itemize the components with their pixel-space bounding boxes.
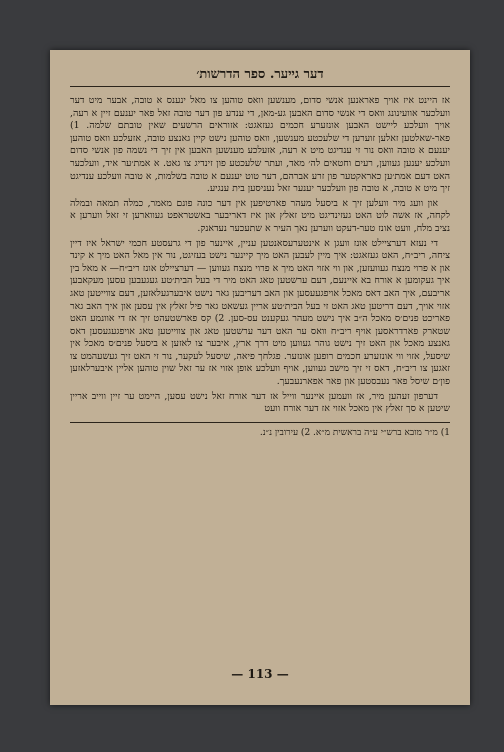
paragraph-2: און וועג מיר וועלען זיך א ביסעל מעהר פארטיפען אין דער כונה פונם מאמר, כמלה תמאה ובמלה לקחה, אז אשה לוט האט געזינדיגט מיט זאלץ און איז דאריבער באשטראפט געווארען זי זאל ווערען א נציב מלח, וועט אונז טער-דעקט ווערען נאך העיר א שתעכער נעדאנק. (70, 197, 450, 234)
page-number: — 113 — (231, 667, 289, 681)
paragraph-1: אז היינט איז אויך פאראנען אנשי סדום, מענשען וואס טוהען צו מאל ינענס א טובה, אבער מיט דער וועלכער אוועינונג וואס די אנשי סדום האבען גע-מאן, די ענדע פון דער טובה זאל פאר יענעם זיין א רעה, אויך וועלכע ליישט האבען אונזערע חכמים געזאגט: אזוראים הרשעים שאין טובתם שלמה. 1) פאר-שאלטען זאלען זוערען די שלעכטע מענשען, וואס טוהען נישט קיין גאנצע טובה, אזעלכע וואס טוהען יענעם א טובה וואס נור זי ענדיגט מיט א רעה, אזעלכע מענשען האבען אין זיך די נשמה פון אנשי סדום וועלכע יענען געווען, רעים וחטאים לה׳ מאד, ועתר שלעכטע פון זינדיג צו גאט. א אמת׳ער איד, וועלכער האט דעם אמת׳ען כאראקטער פון זרע אברהם, דער טוט יענעם א טובה בשלמות, א טובה וועלכע ענדיגט זיך מיט א טובה, א טובה פון וועלכער יענער זאל נעניסען בית ענגיע. (70, 95, 450, 195)
footnotes: 1) מ״ר מובא ברש״י ע״ה בראשית מ״א. 2) עירובין נ״נ. (259, 427, 450, 438)
book-page (50, 50, 470, 705)
running-header: דער גײער. ספר הדרשות׳ (70, 66, 450, 87)
paragraph-4: דערפון זעהען מיר, אז וועמען איינער ווייל אז דער אורח זאל נישט עסען, היימט ער זיין ווייב אריין שיטען א סך זאלץ אין מאכל אזוי אז דער אורח וועט (70, 390, 450, 415)
paragraph-3: די נעזא דערציילט אונז וועגן א אינטערעסאנטען עניין, איינער פון די גרעסטע חכמי ישראל איז דיין ציחה, ריב״ח, האט געזאגט: איך מיין לעבען האט מיך קיינער נישט בעזיגט, נור אין מאל האט מיך א קינד און א פרוי מנצח געוועזען, און ווי אזוי האט מיך א פרוי מנצח געווען — דערציילט אונז ריב״ח— א מאל בין איך געקומען א אורח בא איינעם, דעם ערשטען טאג האט מיר די בעל הבית׳טע געגעבען עסען מעקאבען אריבעם, איך האב דאס מאכל אויפגעעסען און האב דעריבען גאר נישט איבערגעלאזען, דעם צווייטען טאג אזוי אויך, דעם דריטען טאג האט זי בעל הבית׳טע אריין געשאט גאר פיל זאלץ אין עסען און איך האב גאר פאריכט פנים׳ס מאכל ה״ב איך נישט מעהר געקענט עס-סען. 2) קס פארשטעהט זיך אז די אוונמע האט שטארק פארדראסען אויף ריב״ח וואס ער האט דער ערשטען טאג און צווייטען טאג אויפגעגעסען דאס גאנצע מאכל און האט זיך נישט גוהר געווען מיט דרך ארץ, איבער צו לאזען א ביסעל פנים׳ס מאכל אין שיסעל, אזוי ווי אונזערע חכמים רופען אונזער. פגלחך פיאה, שיסעל לעקער, נור זי האט זיך געשעהמט צו זאגען צו ריב״ח, דאס זי זיך מישב געווען, אויף וועלכע אופן אזוי אז ער זאל שוין טוהען אליין איבערלאזען פון׳ם שיסל פאר נעבסטען און פאר אפארנעבעך. (70, 237, 450, 388)
footnote-section (70, 422, 450, 439)
page-content (70, 66, 450, 681)
